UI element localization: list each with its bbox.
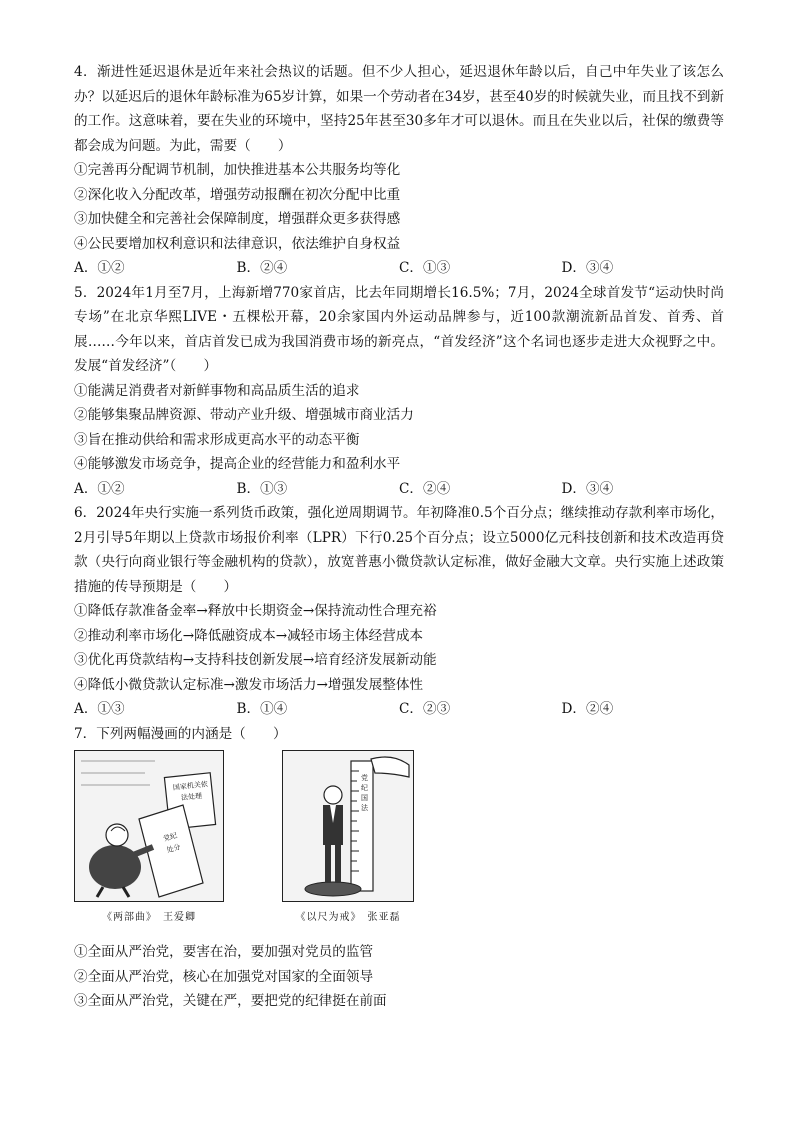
choice-d[interactable]: D．③④	[561, 480, 614, 497]
question-4-stem: 4．渐进性延迟退休是近年来社会热议的话题。但不少人担心，延迟退休年龄以后，自己中年失业了该怎么办？以延迟后的退休年龄标准为65岁计算，如果一个劳动者在34岁，甚至40岁的时候就失业，而且找不到新的工作。这意味着，要在失业的环境中，坚持25年甚至30多年才可以退休。而且在失业以后，社保的缴费等都会成为问题。为此，需要（ ）	[74, 64, 725, 154]
choice-d[interactable]: D．③④	[561, 260, 614, 276]
comic-two-steps-caption: 《两部曲》 王爱卿	[102, 912, 196, 923]
question-7	[74, 722, 724, 1014]
question-6-option: ③优化再贷款结构→支持科技创新发展→培育经济发展新动能	[74, 652, 437, 668]
question-5	[74, 281, 724, 502]
choice-c[interactable]: C．②④	[399, 480, 451, 497]
question-7-option: ③全面从严治党，关键在严，要把党的纪律挺在前面	[74, 993, 387, 1009]
question-5-option: ③旨在推动供给和需求形成更高水平的动态平衡	[74, 431, 360, 448]
question-7-option: ②全面从严治党，核心在加强党对国家的全面领导	[74, 968, 374, 985]
question-4-choices	[74, 256, 724, 281]
question-4-option: ③加快健全和完善社会保障制度，增强群众更多获得感	[74, 211, 401, 227]
choice-a[interactable]: A．①③	[74, 701, 125, 717]
choice-c[interactable]: C．②③	[399, 701, 451, 717]
choice-d[interactable]: D．②④	[561, 701, 614, 717]
comic-sign-text: 国家机关依法处理	[172, 780, 209, 803]
comics-area	[74, 750, 724, 940]
comic-two-steps-illustration	[75, 751, 223, 901]
choice-b[interactable]: B．①③	[236, 480, 288, 497]
comic-paper-text: 党纪处分	[162, 831, 182, 855]
question-6-option: ②推动利率市场化→降低融资成本→减轻市场主体经营成本	[74, 627, 424, 644]
question-7-stem: 7．下列两幅漫画的内涵是（ ）	[74, 725, 287, 742]
question-5-choices	[74, 477, 724, 502]
question-6	[74, 501, 724, 722]
question-6-option: ④降低小微贷款认定标准→激发市场活力→增强发展整体性	[74, 676, 424, 693]
choice-a[interactable]: A．①②	[74, 260, 125, 276]
question-5-option: ④能够激发市场竞争，提高企业的经营能力和盈利水平	[74, 456, 401, 472]
question-5-option: ②能够集聚品牌资源、带动产业升级、增强城市商业活力	[74, 407, 414, 423]
choice-c[interactable]: C．①③	[399, 260, 451, 276]
exam-page	[74, 60, 724, 1014]
comic-two-steps	[74, 750, 224, 923]
question-5-stem: 5．2024年1月至7月，上海新增770家首店，比去年同期增长16.5%；7月，2024全球首发节“运动快时尚专场”在北京华熙LIVE・五棵松开幕，20余家国内外运动品牌参与，近100款潮流新品首发、首秀、首展……今年以来，首店首发已成为我国消费市场的新亮点，“首发经济”这个名词也逐步走进大众视野之中。发展“首发经济”（ ）	[74, 284, 724, 374]
choice-b[interactable]: B．①④	[236, 701, 288, 717]
choice-b[interactable]: B．②④	[236, 260, 288, 276]
question-4-option: ②深化收入分配改革，增强劳动报酬在初次分配中比重	[74, 186, 401, 203]
question-6-option: ①降低存款准备金率→释放中长期资金→保持流动性合理充裕	[74, 603, 437, 619]
question-4-option: ①完善再分配调节机制，加快推进基本公共服务均等化	[74, 162, 401, 178]
comic-ruler	[282, 750, 414, 923]
comic-ruler-text: 党纪国法	[361, 774, 368, 812]
comic-ruler-frame	[282, 750, 414, 902]
question-5-option: ①能满足消费者对新鲜事物和高品质生活的追求	[74, 382, 360, 399]
question-4-option: ④公民要增加权利意识和法律意识，依法维护自身权益	[74, 235, 401, 252]
question-4	[74, 60, 724, 281]
comic-ruler-illustration	[283, 751, 413, 901]
question-6-stem: 6．2024年央行实施一系列货币政策，强化逆周期调节。年初降准0.5个百分点；继续推动存款利率市场化，2月引导5年期以上贷款市场报价利率（LPR）下行0.25个百分点；设立5000亿元科技创新和技术改造再贷款（央行向商业银行等金融机构的贷款），放宽普惠小微贷款认定标准，做好金融大文章。央行实施上述政策措施的传导预期是（ ）	[74, 505, 724, 595]
question-7-option: ①全面从严治党，要害在治，要加强对党员的监管	[74, 944, 374, 960]
question-6-choices	[74, 697, 724, 722]
comic-two-steps-frame	[74, 750, 224, 902]
choice-a[interactable]: A．①②	[74, 480, 125, 497]
comic-ruler-caption: 《以尺为戒》 张亚磊	[295, 912, 401, 923]
